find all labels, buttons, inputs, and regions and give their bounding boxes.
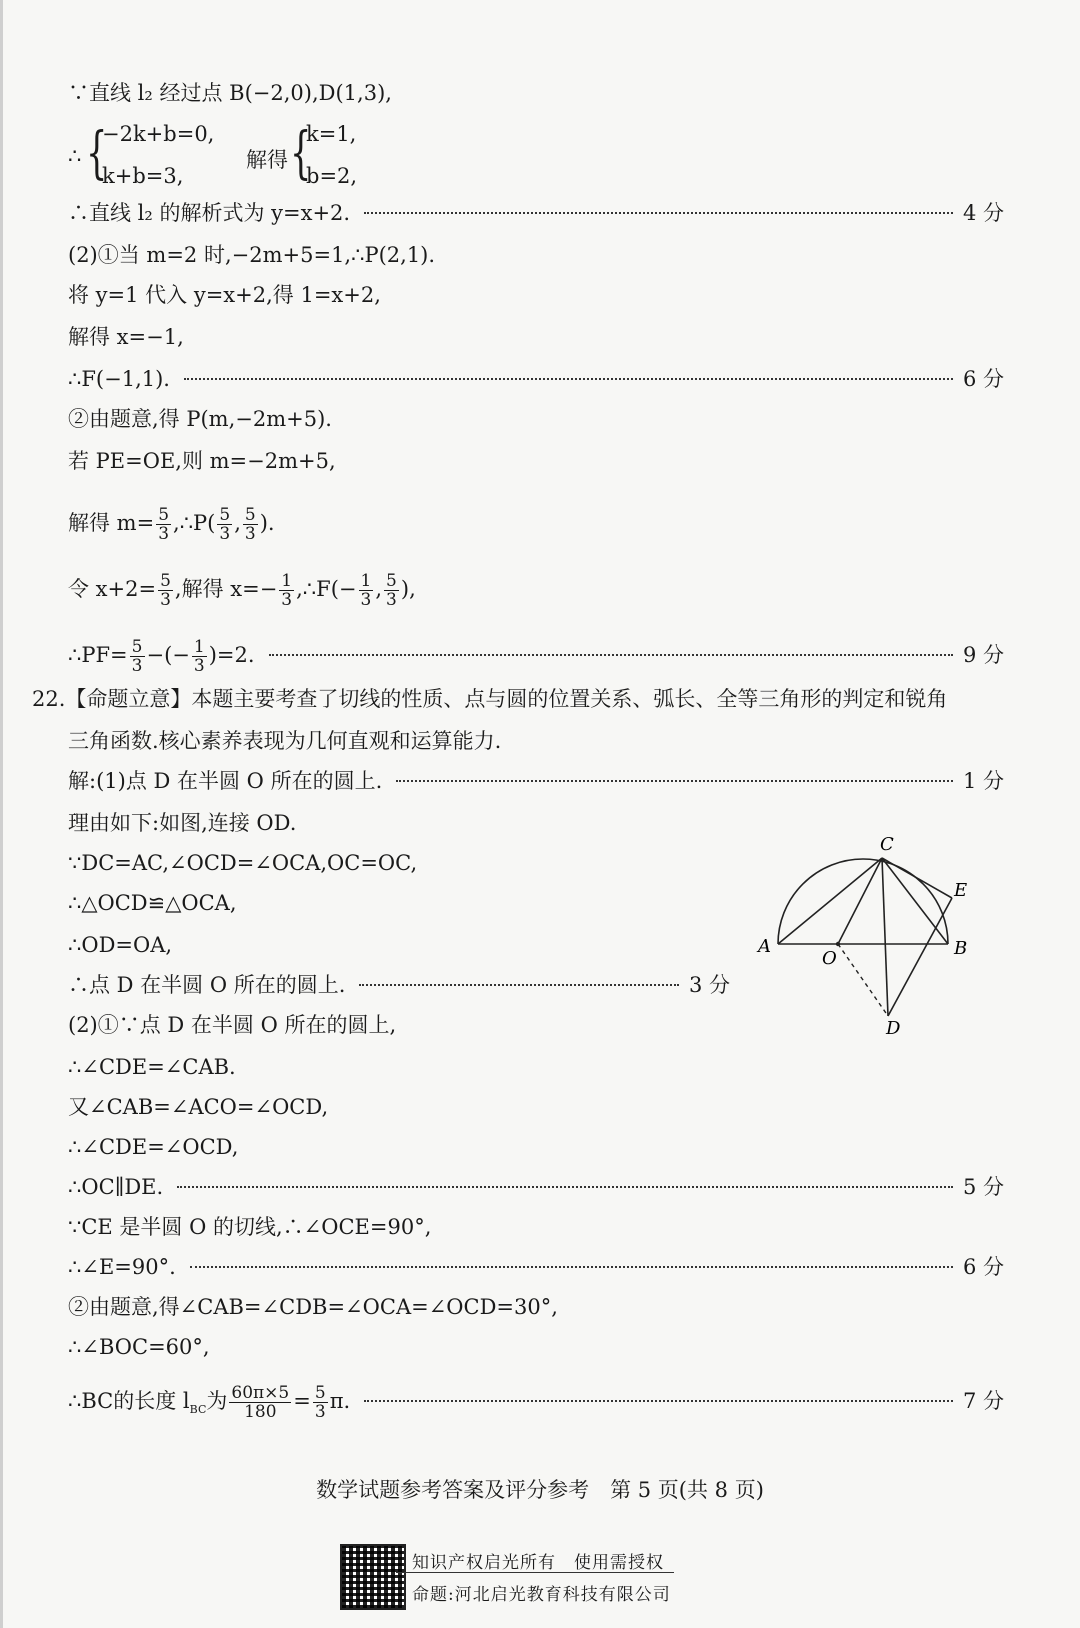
segment-cd	[882, 858, 888, 1016]
tangent-ce	[882, 858, 952, 898]
question-heading-cont: 三角函数.核心素养表现为几何直观和运算能力.	[68, 729, 502, 753]
text-line: 理由如下:如图,连接 OD.	[68, 811, 297, 835]
segment-oc	[838, 858, 882, 944]
text-line-scored: 解:(1)点 D 在半圆 O 所在的圆上. 1 分	[68, 769, 1004, 793]
label-e: E	[954, 880, 968, 901]
text-line: ∵DC=AC,∠OCD=∠OCA,OC=OC,	[68, 851, 418, 875]
text-line-scored: ∴F(−1,1). 6 分	[68, 367, 1004, 391]
text-line-scored: ∴BC的长度 $l_{BC}$为 $\frac{60\pi\times 5}{180}$ = $\frac{5}{3}$ π. 7 分	[68, 1383, 1004, 1422]
text-line-scored: ∴点 D 在半圆 O 所在的圆上. 3 分	[68, 973, 730, 997]
label-a: A	[758, 936, 771, 957]
label-c: C	[880, 834, 894, 855]
text-line: 又∠CAB=∠ACO=∠OCD,	[68, 1095, 329, 1119]
text-line-fraction: 解得 m= $\frac{5}{3}$ ,∴P( $\frac{5}{3}$ , $\frac{5}{3}$ ).	[68, 505, 275, 544]
geometry-diagram	[758, 834, 1010, 1039]
text-line: ∴∠CDE=∠OCD,	[68, 1135, 239, 1159]
text-line-scored: ∴∠E=90°. 6 分	[68, 1255, 1004, 1279]
text-line: 若 PE=OE,则 m=−2m+5,	[68, 449, 336, 473]
text-line: ∵直线 l₂ 经过点 B(−2,0),D(1,3),	[68, 81, 392, 105]
text-line: 解得 x=−1,	[68, 325, 184, 349]
semicircle-arc	[778, 859, 948, 944]
label-b: B	[954, 938, 968, 959]
copyright-line: 知识产权启光所有 使用需授权	[412, 1553, 664, 1573]
text-line: ∵CE 是半圆 O 的切线,∴∠OCE=90°,	[68, 1215, 432, 1239]
footer-divider	[396, 1572, 674, 1573]
page-edge	[0, 0, 3, 1628]
text-line: (2)①当 m=2 时,−2m+5=1,∴P(2,1).	[68, 243, 436, 267]
text-line-fraction: 令 x+2= $\frac{5}{3}$ ,解得 x=− $\frac{1}{3}$ ,∴F(− $\frac{1}{3}$ , $\frac{5}{3}$ ),	[68, 571, 416, 610]
segment-ac	[778, 858, 882, 944]
dashed-od	[838, 944, 888, 1016]
text-line: ∴△OCD≌△OCA,	[68, 891, 237, 915]
text-line: ②由题意,得∠CAB=∠CDB=∠OCA=∠OCD=30°,	[68, 1295, 558, 1319]
question-heading: 22.【命题立意】本题主要考查了切线的性质、点与圆的位置关系、弧长、全等三角形的判定和锐角	[32, 687, 948, 711]
text-line: ②由题意,得 P(m,−2m+5).	[68, 407, 332, 431]
text-line: ∴OD=OA,	[68, 933, 173, 957]
label-d: D	[886, 1018, 901, 1039]
label-o: O	[822, 948, 837, 969]
page-footer-title: 数学试题参考答案及评分参考 第 5 页(共 8 页)	[316, 1478, 764, 1502]
text-line: ∴∠BOC=60°,	[68, 1335, 210, 1359]
text-line-scored: ∴直线 l₂ 的解析式为 y=x+2. 4 分	[68, 198, 1004, 228]
text-line-scored: ∴OC∥DE. 5 分	[68, 1175, 1004, 1199]
publisher-line: 命题:河北启光教育科技有限公司	[412, 1585, 671, 1605]
text-line: (2)①∵点 D 在半圆 O 所在的圆上,	[68, 1013, 397, 1037]
center-point	[836, 942, 840, 946]
text-line-scored: ∴PF= $\frac{5}{3}$ −(− $\frac{1}{3}$ )=2. 9 分	[68, 637, 1004, 676]
qr-code-icon	[340, 1544, 406, 1610]
segment-ed	[888, 898, 952, 1016]
equation-system: ∴ { −2k+b=0, k+b=3, 解得 { k=1, b=2,	[68, 121, 358, 188]
text-line: ∴∠CDE=∠CAB.	[68, 1055, 236, 1079]
text-line: 将 y=1 代入 y=x+2,得 1=x+2,	[68, 283, 381, 307]
segment-cb	[882, 858, 948, 944]
score: 4 分	[962, 201, 1004, 225]
